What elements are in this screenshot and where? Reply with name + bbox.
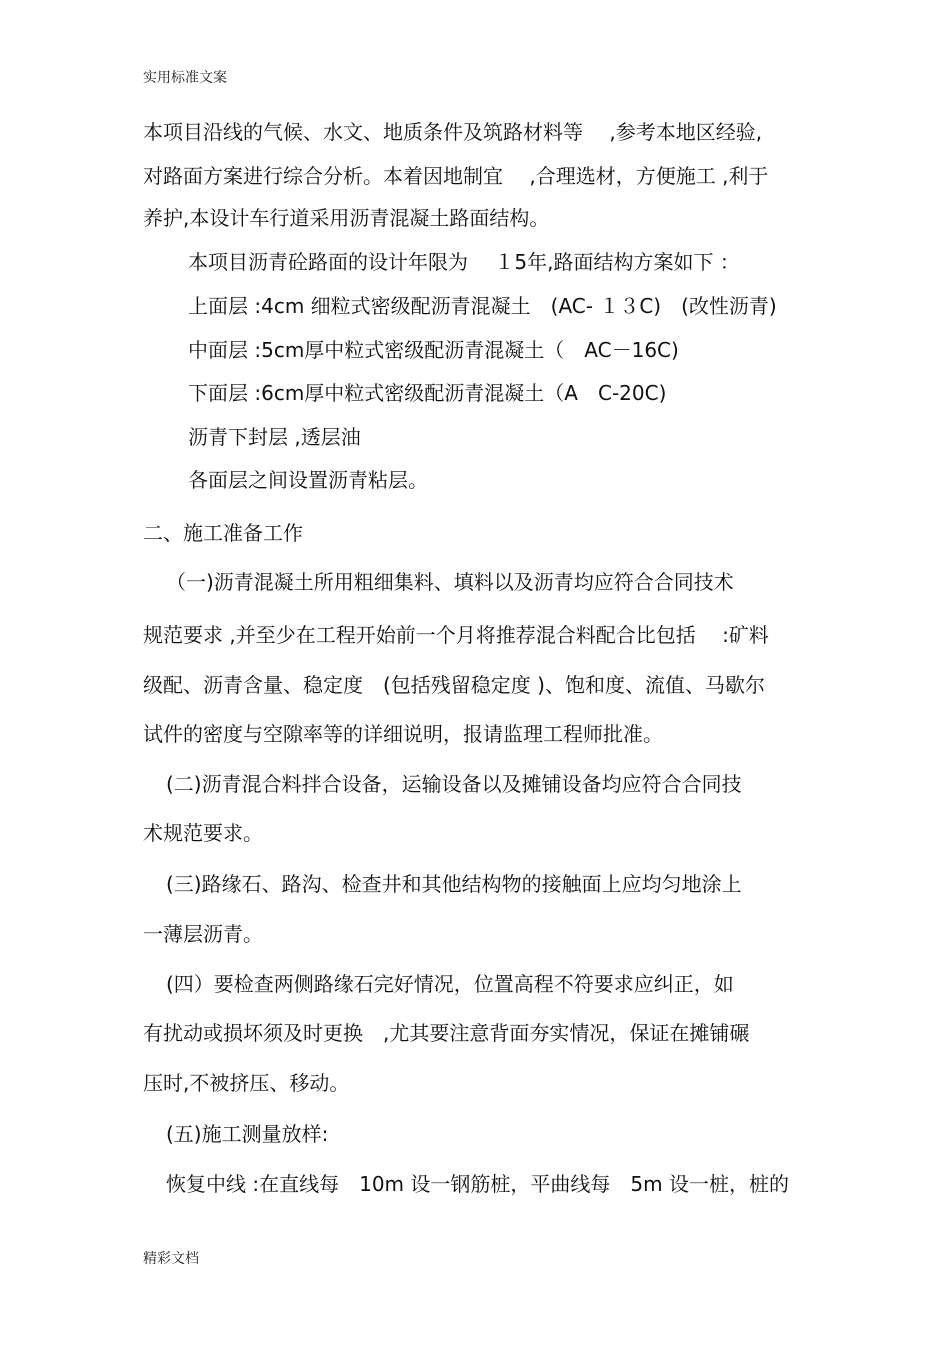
paragraph-line: 压时,不被挤压、移动。 [143, 1071, 350, 1095]
paragraph-line: 有扰动或损坏须及时更换 ,尤其要注意背面夯实情况，保证在摊铺碾 [143, 1021, 750, 1045]
page-footer: 精彩文档 [143, 1251, 199, 1267]
section-heading: 二、施工准备工作 [143, 521, 303, 545]
paragraph-line: 一薄层沥青。 [143, 922, 263, 946]
paragraph-line: 规范要求 ,并至少在工程开始前一个月将推荐混合料配合比包括 :矿料 [143, 623, 769, 647]
paragraph-line: 下面层 :6cm厚中粒式密级配沥青混凝土（A C-20C) [188, 381, 667, 405]
paragraph-line: 本项目沿线的气候、水文、地质条件及筑路材料等 ,参考本地区经验, [143, 120, 763, 144]
paragraph-line: (四）要检查两侧路缘石完好情况，位置高程不符要求应纠正，如 [166, 972, 734, 996]
paragraph-line: 级配、沥青含量、稳定度 (包括残留稳定度 )、饱和度、流值、马歇尔 [143, 673, 765, 697]
paragraph-line: 沥青下封层 ,透层油 [188, 425, 361, 449]
paragraph-line: (五)施工测量放样: [166, 1122, 329, 1146]
paragraph-line: 中面层 :5cm厚中粒式密级配沥青混凝土（ AC－16C) [188, 338, 679, 362]
paragraph-line: 试件的密度与空隙率等的详细说明，报请监理工程师批准。 [143, 722, 663, 746]
paragraph-line: 各面层之间设置沥青粘层。 [188, 468, 428, 492]
paragraph-line: （一)沥青混凝土所用粗细集料、填料以及沥青均应符合合同技术 [166, 570, 734, 594]
paragraph-line: 本项目沥青砼路面的设计年限为 １5年,路面结构方案如下 ： [188, 250, 740, 274]
paragraph-line: (三)路缘石、路沟、检查井和其他结构物的接触面上应均匀地涂上 [166, 872, 742, 896]
paragraph-line: 术规范要求。 [143, 821, 263, 845]
page-header: 实用标准文案 [143, 70, 227, 86]
paragraph-line: 上面层 :4cm 细粒式密级配沥青混凝土 (AC- １３C) (改性沥青) [188, 294, 777, 318]
paragraph-line: 对路面方案进行综合分析。本着因地制宜 ,合理选材，方便施工 ,利于 [143, 164, 769, 188]
paragraph-line: (二)沥青混合料拌合设备，运输设备以及摊铺设备均应符合合同技 [166, 772, 742, 796]
paragraph-line: 养护,本设计车行道采用沥青混凝土路面结构。 [143, 206, 550, 230]
paragraph-line: 恢复中线 :在直线每 10m 设一钢筋桩，平曲线每 5m 设一桩，桩的 [166, 1172, 789, 1196]
